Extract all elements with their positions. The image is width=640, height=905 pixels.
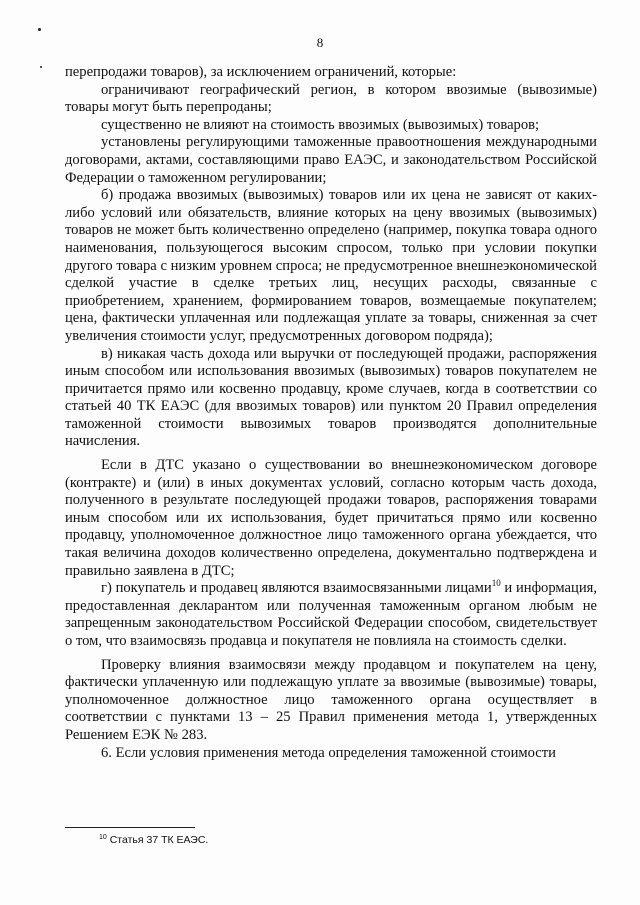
paragraph: существенно не влияют на стоимость ввозимых (вывозимых) товаров; <box>101 116 540 133</box>
paragraph: перепродажи товаров), за исключением ограничений, которые: <box>65 64 457 80</box>
paragraph-continuation: и информация, предоставленная декларантом или полученная таможенным органом любым не запрещенным законодательством Российской Федерации способом, свидетельствует о том, что взаимосвязь продавца и покупателя не повлияла на стоимость сделки. <box>65 580 597 649</box>
paragraph: Проверку влияния взаимосвязи между продавцом и покупателем на цену, фактически уплаченную или подлежащую уплате за ввозимые (вывозимые) товары, уполномоченное должностное лицо таможенного органа осуществляет в соответствии с пунктами 13 – 25 Правил применения метода 1, утвержденных Решением ЕЭК № 283. <box>65 656 597 743</box>
page-number: 8 <box>316 35 324 50</box>
paragraph: б) продажа ввозимых (вывозимых) товаров или их цена не зависят от каких-либо условий или обязательств, влияние которых на цену ввозимых (вывозимых) товаров не может быть количественно определено (например, покупка товара одного наименования, пользующегося высоким спросом, только при условии покупки другого товара с низким уровнем спроса; не предусмотренное внешнеэкономической сделкой участие в сделке третьих лиц, несущих расходы, связанные с приобретением, хранением, формированием товаров, возмещаемые покупателем; цена, фактически уплаченная или подлежащая уплате за товары, сниженная за счет увеличения стоимости услуг, предусмотренных договором подряда); <box>65 187 597 344</box>
footnote-text: Статья 37 ТК ЕАЭС. <box>106 834 209 846</box>
body-text <box>65 64 597 762</box>
footnote-reference: 10 <box>491 578 501 589</box>
footnote-divider <box>65 827 195 828</box>
footnote <box>99 834 208 846</box>
paragraph: в) никакая часть дохода или выручки от последующей продажи, распоряжения иным способом или использования ввозимых (вывозимых) товаров покупателем не причитается прямо или косвенно продавцу, кроме случаев, когда в соответствии со статьей 40 ТК ЕАЭС (для ввозимых товаров) или пунктом 20 Правил определения таможенной стоимости вывозимых товаров производятся дополнительные начисления. <box>65 345 597 450</box>
scan-speck <box>38 28 41 31</box>
paragraph-with-footnote <box>65 580 597 650</box>
paragraph: 6. Если условия применения метода определения таможенной стоимости <box>101 744 556 761</box>
footnote-number: 10 <box>99 834 107 841</box>
paragraph: Если в ДТС указано о существовании во внешнеэкономическом договоре (контракте) и (или) в иных документах условий, согласно которым часть дохода, полученного в результате последующей продажи товаров, распоряжения товарами иным способом или их использования, будет причитаться прямо или косвенно продавцу, уполномоченное должностное лицо таможенного органа убеждается, что такая величина доходов количественно определена, документально подтверждена и правильно заявлена в ДТС; <box>65 457 597 579</box>
paragraph-text: г) покупатель и продавец являются взаимосвязанными лицами <box>101 580 492 597</box>
paragraph: ограничивают географический регион, в котором ввозимые (вывозимые) товары могут быть перепроданы; <box>65 81 597 116</box>
scan-speck <box>40 66 42 68</box>
paragraph: установлены регулирующими таможенные правоотношения международными договорами, актами, составляющими право ЕАЭС, и законодательством Российской Федерации о таможенном регулировании; <box>65 134 597 186</box>
